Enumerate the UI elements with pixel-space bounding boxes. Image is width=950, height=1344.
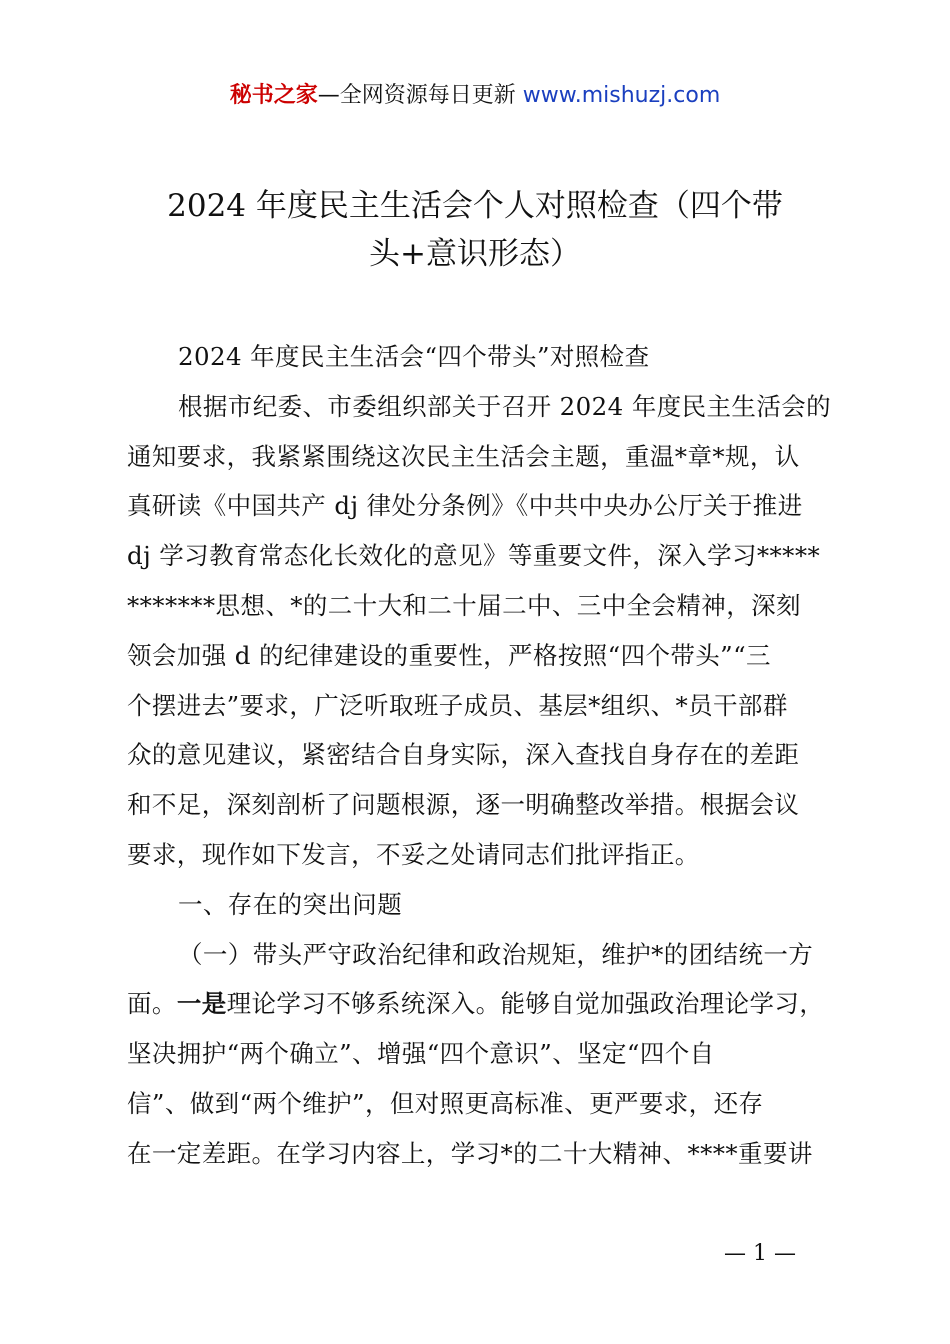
site-brand: 秘书之家 bbox=[229, 83, 318, 108]
document-subtitle: 2024 年度民主生活会“四个带头”对照检查 bbox=[178, 342, 650, 371]
document-body bbox=[127, 332, 847, 1179]
body-paragraph-line: 在一定差距。在学习内容上，学习*的二十大精神、****重要讲 bbox=[127, 1138, 813, 1168]
body-paragraph-line: 信”、做到“两个维护”，但对照更高标准、更严要求，还存 bbox=[127, 1088, 764, 1118]
document-title-line-2: 头+意识形态） bbox=[369, 236, 581, 272]
intro-paragraph-line: 个摆进去”要求，广泛听取班子成员、基层*组织、*员干部群 bbox=[127, 690, 788, 720]
intro-paragraph-line: 领会加强 d 的纪律建设的重要性，严格按照“四个带头”“三 bbox=[127, 640, 771, 670]
subsection-1-line-2 bbox=[127, 979, 847, 1029]
site-header bbox=[0, 80, 950, 112]
intro-paragraph-line: 根据市纪委、市委组织部关于召开 2024 年度民主生活会的 bbox=[178, 391, 832, 421]
intro-paragraph-line: 要求，现作如下发言，不妥之处请同志们批评指正。 bbox=[127, 839, 700, 869]
point-one-marker: 一是 bbox=[176, 989, 227, 1019]
document-title bbox=[110, 182, 840, 278]
point-one-text: 理论学习不够系统深入。能够自觉加强政治理论学习， bbox=[226, 989, 825, 1019]
subsection-1-prefix: 面。 bbox=[127, 989, 177, 1019]
intro-paragraph-line: 和不足，深刻剖析了问题根源，逐一明确整改举措。根据会议 bbox=[127, 790, 800, 820]
intro-paragraph-line: dj 学习教育常态化长效化的意见》等重要文件，深入学习***** bbox=[127, 541, 821, 571]
intro-paragraph-line: *******思想、*的二十大和二十届二中、三中全会精神，深刻 bbox=[127, 590, 801, 620]
intro-paragraph-line: 众的意见建议，紧密结合自身实际，深入查找自身存在的差距 bbox=[127, 740, 800, 770]
intro-paragraph-line: 真研读《中国共产 dj 律处分条例》《中共中央办公厅关于推进 bbox=[127, 491, 803, 521]
document-title-line-1: 2024 年度民主生活会个人对照检查（四个带 bbox=[167, 188, 783, 224]
page-number: — 1 — bbox=[724, 1241, 796, 1266]
subsection-heading-1: （一）带头严守政治纪律和政治规矩，维护*的团结统一方 bbox=[178, 939, 814, 969]
section-heading-1: 一、存在的突出问题 bbox=[178, 889, 403, 919]
site-url-link[interactable]: www.mishuzj.com bbox=[522, 83, 721, 108]
site-tagline: —全网资源每日更新 bbox=[317, 83, 516, 108]
body-paragraph-line: 坚决拥护“两个确立”、增强“四个意识”、坚定“四个自 bbox=[127, 1039, 715, 1069]
intro-paragraph-line: 通知要求，我紧紧围绕这次民主生活会主题，重温*章*规，认 bbox=[127, 441, 800, 471]
